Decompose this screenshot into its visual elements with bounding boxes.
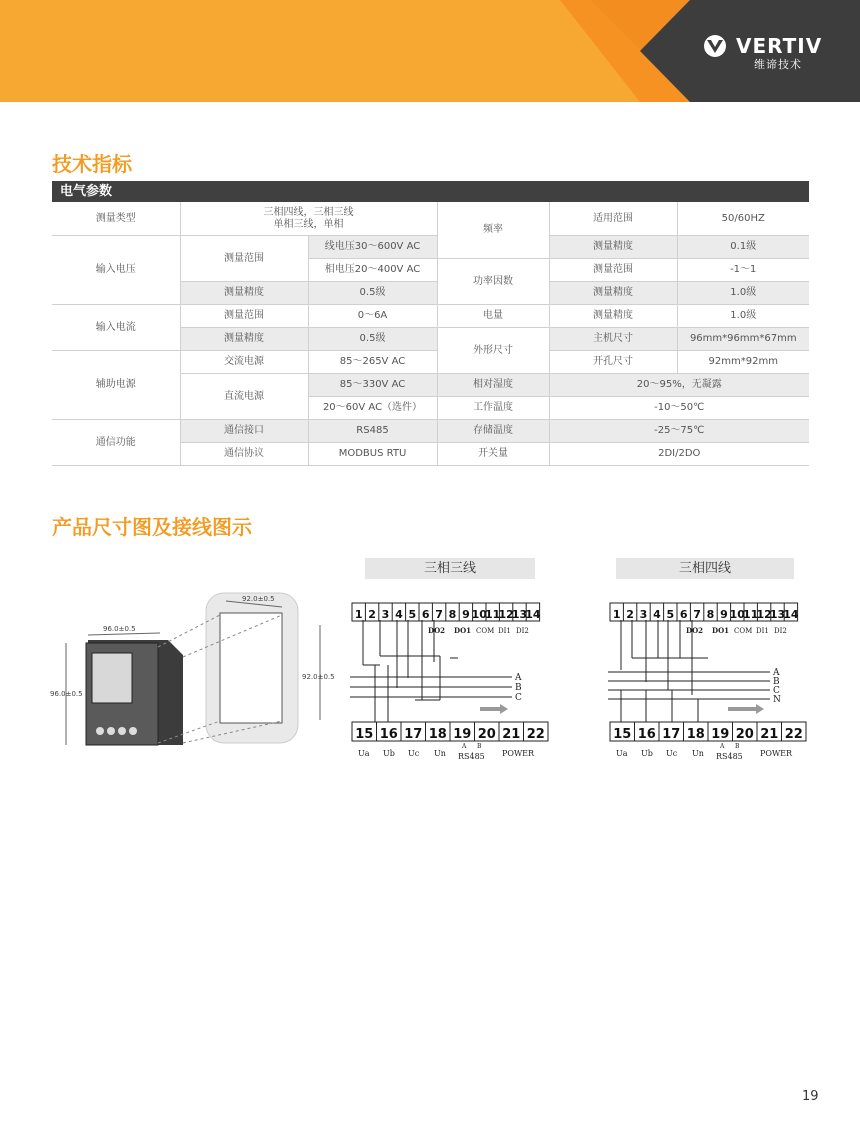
comm-label: 通信功能 — [52, 420, 180, 466]
phase-b: B — [515, 683, 522, 693]
energy-label: 电量 — [437, 305, 549, 328]
wiring-4w-phases — [772, 668, 781, 705]
label-power-4w: POWER — [760, 749, 793, 758]
freq-range-value: 50/60HZ — [677, 202, 809, 236]
iv-acc-label: 测量精度 — [180, 282, 308, 305]
w4-top-terminal-4: 4 — [653, 608, 661, 621]
w4-top-terminal-2: 2 — [626, 608, 634, 621]
brand-name: VERTIV — [736, 34, 823, 58]
wiring-4w-bottom-labels — [616, 743, 793, 761]
dim-cut-top: 92.0±0.5 — [242, 595, 275, 603]
w3-bot-terminal-20: 20 — [477, 727, 496, 742]
pf-acc-label: 测量精度 — [549, 282, 677, 305]
phase-c-4w: C — [773, 686, 780, 696]
measure-type-value — [180, 202, 437, 236]
pf-label: 功率因数 — [437, 259, 549, 305]
w4-top-terminal-9: 9 — [720, 608, 728, 621]
page-number: 19 — [802, 1089, 819, 1104]
label-power: POWER — [502, 749, 535, 758]
wiring-4w — [608, 590, 808, 770]
label-ua: Ua — [358, 749, 370, 758]
w3-bot-terminal-16: 16 — [379, 727, 398, 742]
aux-dc-value2: 20～60V AC（选件） — [308, 397, 437, 420]
w3-bot-terminal-21: 21 — [502, 727, 521, 742]
wiring-3w-phases — [514, 673, 522, 703]
tech-title: 技术指标 — [52, 152, 132, 176]
meter-display — [92, 653, 132, 703]
label-do2-4w: DO2 — [686, 626, 704, 635]
label-rs485: RS485 — [458, 752, 485, 761]
w3-top-terminal-12: 12 — [498, 608, 514, 621]
size-hole-value: 92mm*92mm — [677, 351, 809, 374]
w3-top-terminal-11: 11 — [485, 608, 501, 621]
flow-arrow-icon — [480, 704, 508, 714]
label-rs485-4w: RS485 — [716, 752, 743, 761]
dim-top: 96.0±0.5 — [103, 625, 136, 633]
wiring-4w-lines — [608, 620, 770, 722]
iv-range-line-value: 线电压30～600V AC — [308, 236, 437, 259]
phase-a: A — [515, 673, 522, 683]
comm-proto-value: MODBUS RTU — [308, 443, 437, 466]
flow-arrow-4w-icon — [728, 704, 764, 714]
wiring-3w-lines — [350, 620, 512, 722]
pf-acc-value: 1.0级 — [677, 282, 809, 305]
measure-type-label: 测量类型 — [52, 202, 180, 236]
label-rs485-b-4w: B — [735, 743, 740, 750]
label-ua-4w: Ua — [616, 749, 628, 758]
storage-temp-label: 存储温度 — [437, 420, 549, 443]
aux-dc-label: 直流电源 — [180, 374, 308, 420]
input-voltage-label: 输入电压 — [52, 236, 180, 305]
iv-range-phase-value: 相电压20～400V AC — [308, 259, 437, 282]
iv-acc-value: 0.5级 — [308, 282, 437, 305]
spec-table — [52, 202, 809, 466]
w4-bot-terminal-21: 21 — [760, 727, 779, 742]
freq-acc-value: 0.1级 — [677, 236, 809, 259]
label-rs485-b: B — [477, 743, 482, 750]
measure-type-value-line1: 三相四线，三相三线 — [263, 206, 354, 218]
meter-key-4 — [129, 727, 137, 735]
size-hole-label: 开孔尺寸 — [549, 351, 677, 374]
humidity-label: 相对湿度 — [437, 374, 549, 397]
w4-top-terminal-10: 10 — [729, 608, 745, 621]
w3-top-terminal-5: 5 — [408, 608, 417, 621]
work-temp-value: -10～50℃ — [549, 397, 809, 420]
w4-top-terminal-1: 1 — [612, 608, 621, 621]
label-com: COM — [476, 627, 495, 635]
w4-top-terminal-12: 12 — [756, 608, 772, 621]
w4-top-terminal-6: 6 — [679, 608, 688, 621]
brand-name-cn: 维谛技术 — [754, 58, 802, 71]
phase-n-4w: N — [773, 695, 781, 705]
w3-top-terminal-8: 8 — [448, 608, 457, 621]
phase-b-4w: B — [773, 677, 780, 687]
w3-bot-terminal-19: 19 — [453, 727, 472, 742]
w4-bot-terminal-19: 19 — [711, 727, 730, 742]
w3-top-terminal-9: 9 — [462, 608, 470, 621]
input-current-label: 输入电流 — [52, 305, 180, 351]
aux-ac-value: 85～265V AC — [308, 351, 437, 374]
w4-bot-terminal-20: 20 — [735, 727, 754, 742]
dimension-drawing — [48, 585, 348, 765]
w3-top-terminal-4: 4 — [395, 608, 403, 621]
energy-acc-value: 1.0级 — [677, 305, 809, 328]
phase-a-4w: A — [773, 668, 780, 678]
ic-range-value: 0～6A — [308, 305, 437, 328]
w3-top-terminal-1: 1 — [354, 608, 363, 621]
aux-power-label: 辅助电源 — [52, 351, 180, 420]
label-do1-4w: DO1 — [712, 626, 730, 635]
freq-range-label: 适用范围 — [549, 202, 677, 236]
w3-bot-terminal-22: 22 — [526, 727, 545, 742]
w4-top-terminal-7: 7 — [693, 608, 701, 621]
w4-top-terminal-3: 3 — [639, 608, 648, 621]
w4-top-terminal-14: 14 — [783, 608, 799, 621]
size-host-value: 96mm*96mm*67mm — [677, 328, 809, 351]
energy-acc-label: 测量精度 — [549, 305, 677, 328]
meter-key-3 — [118, 727, 126, 735]
aux-dc-value1: 85～330V AC — [308, 374, 437, 397]
wiring-3w-bottom-terminals — [352, 722, 548, 742]
w4-bot-terminal-18: 18 — [686, 727, 705, 742]
w3-top-terminal-13: 13 — [511, 608, 528, 621]
label-di2: DI2 — [516, 627, 529, 635]
w4-bot-terminal-22: 22 — [784, 727, 803, 742]
w3-bot-terminal-15: 15 — [355, 727, 374, 742]
w4-top-terminal-13: 13 — [769, 608, 786, 621]
dim-top-line — [88, 633, 160, 635]
ic-range-label: 测量范围 — [180, 305, 308, 328]
electrical-subtitle-bar — [52, 181, 809, 202]
label-di1: DI1 — [498, 627, 511, 635]
brand — [700, 34, 830, 74]
w4-bot-terminal-15: 15 — [613, 727, 632, 742]
wiring-3w-bottom-labels — [358, 743, 535, 761]
label-un-4w: Un — [692, 749, 704, 758]
comm-proto-label: 通信协议 — [180, 443, 308, 466]
three-wire-caption: 三相三线 — [365, 558, 535, 579]
label-com-4w: COM — [734, 627, 753, 635]
wiring-3w-top-terminals — [352, 603, 541, 621]
label-ub: Ub — [383, 749, 395, 758]
label-rs485-a: A — [462, 743, 467, 750]
wiring-3w — [350, 590, 550, 770]
vertiv-chevron-logo-icon — [700, 34, 730, 58]
w3-top-terminal-14: 14 — [525, 608, 541, 621]
measure-type-value-line2: 单相三线，单相 — [273, 218, 344, 230]
work-temp-label: 工作温度 — [437, 397, 549, 420]
label-di2-4w: DI2 — [774, 627, 787, 635]
panel-cutout — [220, 613, 282, 723]
label-do1: DO1 — [454, 626, 472, 635]
ic-acc-label: 测量精度 — [180, 328, 308, 351]
wiring-3w-top-labels — [428, 626, 529, 635]
w4-top-terminal-11: 11 — [743, 608, 759, 621]
w4-top-terminal-5: 5 — [666, 608, 675, 621]
electrical-subtitle: 电气参数 — [60, 184, 113, 199]
w3-bot-terminal-18: 18 — [428, 727, 447, 742]
dim-side: 96.0±0.5 — [50, 690, 83, 698]
wiring-4w-top-terminals — [610, 603, 799, 621]
label-uc: Uc — [408, 749, 420, 758]
w3-bot-terminal-17: 17 — [404, 727, 423, 742]
wiring-4w-top-labels — [686, 626, 787, 635]
label-ub-4w: Ub — [641, 749, 653, 758]
label-di1-4w: DI1 — [756, 627, 769, 635]
w4-top-terminal-8: 8 — [706, 608, 715, 621]
comm-port-label: 通信接口 — [180, 420, 308, 443]
label-un: Un — [434, 749, 446, 758]
label-rs485-a-4w: A — [720, 743, 725, 750]
storage-temp-value: -25～75℃ — [549, 420, 809, 443]
w4-bot-terminal-16: 16 — [637, 727, 656, 742]
meter-key-1 — [96, 727, 104, 735]
size-host-label: 主机尺寸 — [549, 328, 677, 351]
wiring-4w-bottom-terminals — [610, 722, 806, 742]
size-label: 外形尺寸 — [437, 328, 549, 374]
label-uc-4w: Uc — [666, 749, 678, 758]
freq-acc-label: 测量精度 — [549, 236, 677, 259]
dimension-title: 产品尺寸图及接线图示 — [52, 515, 252, 539]
ic-acc-value: 0.5级 — [308, 328, 437, 351]
phase-c: C — [515, 693, 522, 703]
w3-top-terminal-2: 2 — [368, 608, 376, 621]
pf-range-label: 测量范围 — [549, 259, 677, 282]
label-do2: DO2 — [428, 626, 446, 635]
w3-top-terminal-10: 10 — [471, 608, 487, 621]
header-banner — [0, 0, 860, 102]
four-wire-caption: 三相四线 — [616, 558, 794, 579]
pf-range-value: -1～1 — [677, 259, 809, 282]
humidity-value: 20～95%，无凝露 — [549, 374, 809, 397]
aux-ac-label: 交流电源 — [180, 351, 308, 374]
w3-top-terminal-3: 3 — [381, 608, 390, 621]
switch-value: 2DI/2DO — [549, 443, 809, 466]
meter-key-2 — [107, 727, 115, 735]
w3-top-terminal-6: 6 — [421, 608, 430, 621]
comm-port-value: RS485 — [308, 420, 437, 443]
switch-label: 开关量 — [437, 443, 549, 466]
dim-cut-side: 92.0±0.5 — [302, 673, 335, 681]
w4-bot-terminal-17: 17 — [662, 727, 681, 742]
iv-range-label: 测量范围 — [180, 236, 308, 282]
freq-label: 频率 — [437, 202, 549, 259]
w3-top-terminal-7: 7 — [435, 608, 443, 621]
